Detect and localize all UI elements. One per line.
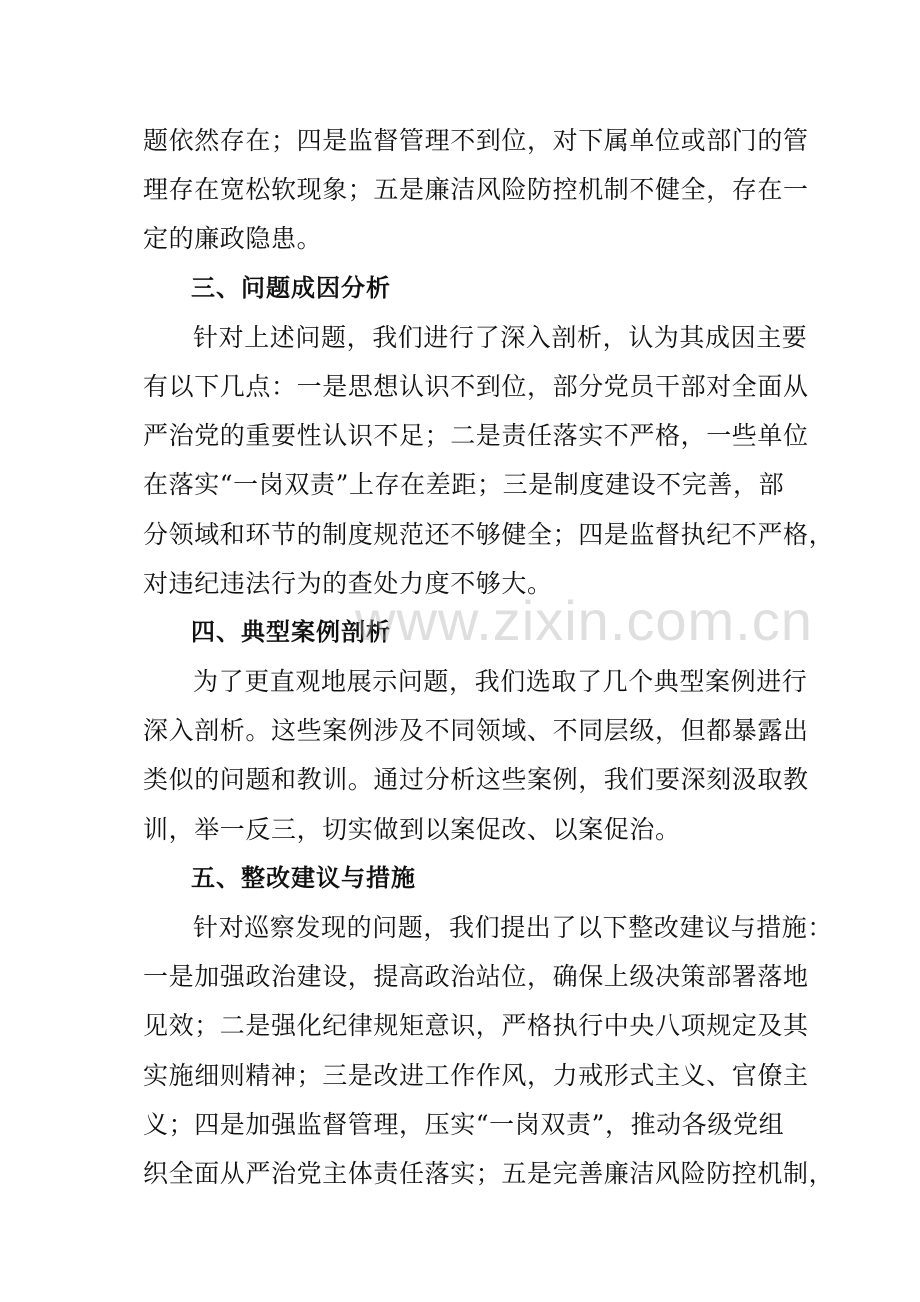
body-line: 对违纪违法行为的查处力度不够大。 [143,568,553,598]
body-line: 严治党的重要性认识不足；二是责任落实不严格，一些单位 [143,421,809,451]
body-line: 实施细则精神；三是改进工作作风，力戒形式主义、官僚主 [143,1060,809,1090]
document-page [143,116,835,1198]
paragraph-first-line: 为了更直观地展示问题，我们选取了几个典型案例进行 [193,667,808,697]
body-line: 训，举一反三，切实做到以案促改、以案促治。 [143,814,681,844]
body-line: 义；四是加强监督管理，压实“一岗双责”，推动各级党组 [143,1109,785,1139]
section-heading: 四、典型案例剖析 [191,617,391,646]
body-line: 在落实“一岗双责”上存在差距；三是制度建设不完善，部 [143,470,785,500]
body-line: 定的廉政隐患。 [143,224,323,254]
body-line: 有以下几点：一是思想认识不到位，部分党员干部对全面从 [143,371,809,401]
body-line: 类似的问题和教训。通过分析这些案例，我们要深刻汲取教 [143,765,809,795]
body-line: 一是加强政治建设，提高政治站位，确保上级决策部署落地 [143,962,809,992]
body-line: 分领域和环节的制度规范还不够健全；四是监督执纪不严格， [143,519,835,549]
body-line: 见效；二是强化纪律规矩意识，严格执行中央八项规定及其 [143,1011,809,1041]
watermark: www.zixin.com.cn [355,589,813,652]
section-heading: 五、整改建议与措施 [191,863,416,892]
paragraph-first-line: 针对巡察发现的问题，我们提出了以下整改建议与措施： [193,913,834,942]
body-line: 织全面从严治党主体责任落实；五是完善廉洁风险防控机制， [143,1158,835,1188]
paragraph-first-line: 针对上述问题，我们进行了深入剖析，认为其成因主要 [193,322,808,352]
body-line: 深入剖析。这些案例涉及不同领域、不同层级，但都暴露出 [143,716,809,746]
body-line: 理存在宽松软现象；五是廉洁风险防控机制不健全，存在一 [143,175,809,205]
section-heading: 三、问题成因分析 [191,273,391,302]
body-line: 题依然存在；四是监督管理不到位，对下属单位或部门的管 [143,126,809,155]
